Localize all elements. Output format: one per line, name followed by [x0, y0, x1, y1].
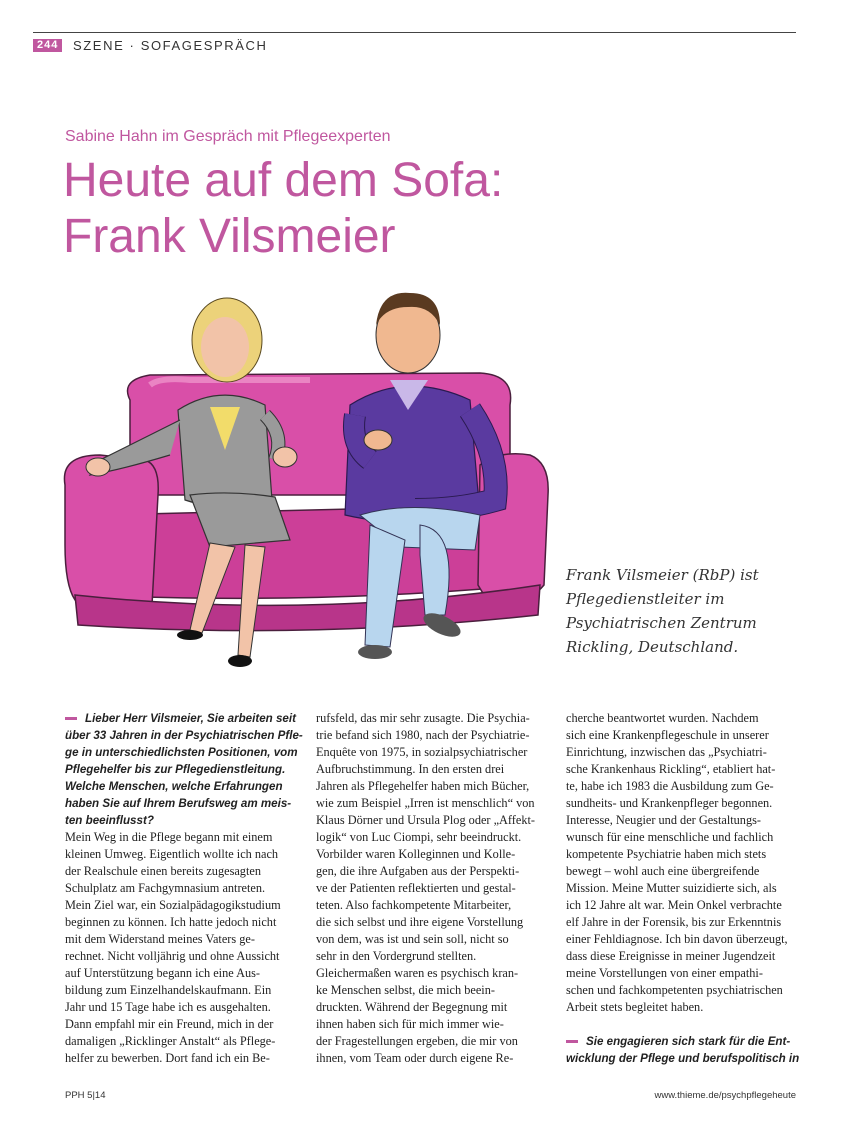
- answer-line: Jahr und 15 Tage habe ich es ausgehalten.: [65, 1000, 271, 1014]
- answer-line: Schulplatz am Fachgymnasium antreten.: [65, 881, 266, 895]
- answer-line: auf Unterstützung begann ich eine Aus-: [65, 966, 260, 980]
- body-line: schen und fachkompetenten psychiatrischen: [566, 983, 783, 997]
- question-line: haben Sie auf Ihrem Berufsweg am meis-: [65, 797, 292, 810]
- body-line: logik“ von Luc Ciompi, sehr beeindruckt.: [316, 830, 522, 844]
- question-line: ge in unterschiedlichsten Positionen, vom: [65, 746, 298, 759]
- body-line: meine Vorstellungen von einer empathi-: [566, 966, 763, 980]
- title-line-1: Heute auf dem Sofa:: [63, 154, 504, 207]
- caption-line: Frank Vilsmeier (RbP) ist: [566, 566, 759, 584]
- body-line: teten. Also fachkompetente Mitarbeiter,: [316, 898, 512, 912]
- caption-line: Rickling, Deutschland.: [566, 638, 739, 656]
- sofa-illustration: [60, 285, 555, 680]
- body-line: trie befand sich 1980, nach der Psychiatrie-: [316, 728, 530, 742]
- text-column-2: [316, 710, 548, 1067]
- body-line: sundheits- und Krankenpfleger begonnen.: [566, 796, 773, 810]
- interview-question-2: [566, 1033, 798, 1067]
- body-line: gen, die ihre Aufgaben aus der Perspekti-: [316, 864, 520, 878]
- footer-issue: PPH 5|14: [65, 1090, 106, 1101]
- portrait-caption: [566, 563, 796, 659]
- question-line: wicklung der Pflege und berufspolitisch in: [566, 1052, 800, 1065]
- answer-line: rechnet. Nicht volljährig und ohne Aussicht: [65, 949, 280, 963]
- footer-url: www.thieme.de/psychpflegeheute: [654, 1090, 796, 1101]
- body-line: ihnen haben sich für mich immer wie-: [316, 1017, 504, 1031]
- question-line: über 33 Jahren in der Psychiatrischen Pfle-: [65, 729, 303, 742]
- question-line: Lieber Herr Vilsmeier, Sie arbeiten seit: [65, 710, 297, 727]
- caption-line: Psychiatrischen Zentrum: [566, 614, 757, 632]
- body-line: Interesse, Neugier und der Gestaltungs-: [566, 813, 761, 827]
- answer-line: Mein Weg in die Pflege begann mit einem: [65, 830, 273, 844]
- body-line: ich 12 Jahre alt war. Mein Onkel verbrachte: [566, 898, 782, 912]
- answer-line: Mein Ziel war, ein Sozialpädagogikstudium: [65, 898, 281, 912]
- question-line: Welche Menschen, welche Erfahrungen: [65, 780, 283, 793]
- answer-line: damaligen „Ricklinger Anstalt“ als Pflege-: [65, 1034, 276, 1048]
- answer-line: Dann empfahl mir ein Freund, mich in der: [65, 1017, 274, 1031]
- text-column-1: [65, 710, 303, 1067]
- body-line: wunsch für eine menschliche und fachlich: [566, 830, 774, 844]
- header-rule: [33, 32, 796, 33]
- body-line: dass diese Ereignisse in meiner Jugendzeit: [566, 949, 776, 963]
- answer-line: mit dem Widerstand meines Vaters ge-: [65, 932, 255, 946]
- body-line: Vorbilder waren Kolleginnen und Kolle-: [316, 847, 516, 861]
- body-line: elf Jahre in der Forensik, bis zur Erkenntnis: [566, 915, 782, 929]
- answer-line: kleinen Umweg. Eigentlich wollte ich nach: [65, 847, 279, 861]
- question-line: Sie engagieren sich stark für die Ent-: [566, 1033, 798, 1050]
- body-line: cherche beantwortet wurden. Nachdem: [566, 711, 759, 725]
- body-line: druckten. Während der Begegnung mit: [316, 1000, 508, 1014]
- body-line: ve der Patienten reflektierten und gestal-: [316, 881, 516, 895]
- body-line: sich eine Krankenpflegeschule in unserer: [566, 728, 769, 742]
- answer-line: helfer zu bewerben. Dort fand ich ein Be-: [65, 1051, 270, 1065]
- body-line: kompetente Psychiatrie haben mich stets: [566, 847, 767, 861]
- body-line: Mission. Meine Mutter suizidierte sich, als: [566, 881, 777, 895]
- interview-answer-1: [65, 829, 297, 1067]
- question-dash-icon: [65, 717, 77, 720]
- body-line: von dem, was ist und sein soll, nicht so: [316, 932, 509, 946]
- question-line: Pflegehelfer bis zur Pflegedienstleitung.: [65, 763, 286, 776]
- body-line: sehr in den Vordergrund stellten.: [316, 949, 477, 963]
- body-line: te, habe ich 1983 die Ausbildung zum Ge-: [566, 779, 774, 793]
- body-line: Klaus Dörner und Ursula Plog oder „Affekt-: [316, 813, 536, 827]
- answer-line: bildung zum Einzelhandelskaufmann. Ein: [65, 983, 272, 997]
- body-line: Gleichermaßen waren es psychisch kran-: [316, 966, 519, 980]
- caption-line: Pflegedienstleiter im: [566, 590, 725, 608]
- body-line: der Fragestellungen ergeben, die mir von: [316, 1034, 518, 1048]
- text-column-3: [566, 710, 798, 1067]
- body-line: einer Fehldiagnose. Ich bin davon überzeugt,: [566, 932, 788, 946]
- body-line: ihnen, vom Team oder durch eigene Re-: [316, 1051, 514, 1065]
- interview-question-1: [65, 710, 303, 829]
- body-line: wie zum Beispiel „Irren ist menschlich“ von: [316, 796, 535, 810]
- answer-line: beginnen zu können. Ich hatte jedoch nicht: [65, 915, 277, 929]
- body-line: Arbeit stets begleitet haben.: [566, 1000, 704, 1014]
- answer-line: der Realschule einen bereits zugesagten: [65, 864, 261, 878]
- question-dash-icon: [566, 1040, 578, 1043]
- body-line: Aufbruchstimmung. In den ersten drei: [316, 762, 505, 776]
- question-line: ten beeinflusst?: [65, 814, 154, 827]
- page-number-badge: 244: [33, 39, 62, 52]
- body-line: sche Krankenhaus Rickling“, etabliert hat-: [566, 762, 776, 776]
- body-line: Enquête von 1975, in sozialpsychiatrischer: [316, 745, 528, 759]
- article-kicker: Sabine Hahn im Gespräch mit Pflegeexperten: [65, 128, 391, 145]
- section-label: SZENE · SOFAGESPRÄCH: [73, 38, 268, 53]
- body-line: Einrichtung, inzwischen das „Psychiatri-: [566, 745, 767, 759]
- body-line: bewegt – wohl auch eine übergreifende: [566, 864, 760, 878]
- body-line: Jahren als Pflegehelfer haben mich Bücher,: [316, 779, 530, 793]
- article-title: [63, 153, 503, 265]
- title-line-2: Frank Vilsmeier: [63, 210, 396, 263]
- body-line: ke Menschen selbst, die mich beein-: [316, 983, 495, 997]
- body-line: die sich selbst und ihre eigene Vorstellung: [316, 915, 524, 929]
- body-line: rufsfeld, das mir sehr zusagte. Die Psychia-: [316, 711, 530, 725]
